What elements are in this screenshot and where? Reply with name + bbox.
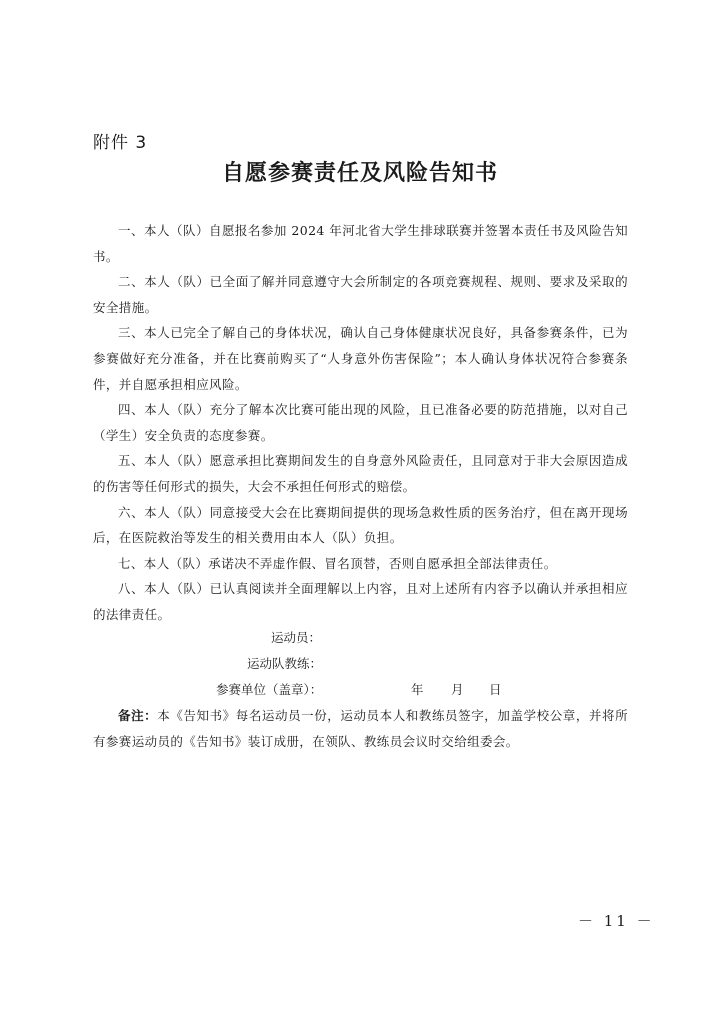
clause-7: 七、本人（队）承诺决不弄虚作假、冒名顶替，否则自愿承担全部法律责任。 [118,555,557,571]
page-number: － 11 － [578,912,655,930]
document-title: 自愿参赛责任及风险告知书 [221,161,498,186]
remark-text: 本《告知书》每名运动员一份，运动员本人和教练员签字，加盖学校公章，并将所有参赛运动员的《告知书》装订成册，在领队、教练员会议时交给组委会。 [93,708,628,749]
clause-4: 四、本人（队）充分了解本次比赛可能出现的风险，且已准备必要的防范措施，以对自己（学生）安全负责的态度参赛。 [93,402,628,443]
unit-seal-label: 参赛单位（盖章）： [216,682,323,697]
attachment-label: 附件 3 [93,133,148,153]
remark-section [93,703,628,754]
date-year-label: 年 [411,682,424,697]
coach-signature-label: 运动队教练： [247,656,323,671]
clause-6: 六、本人（队）同意接受大会在比赛期间提供的现场急救性质的医务治疗，但在离开现场后，在医院救治等发生的相关费用由本人（队）负担。 [93,504,628,546]
remark-label: 备注： [118,708,158,723]
athlete-signature-label: 运动员： [271,630,322,645]
date-day-label: 日 [489,682,502,697]
clause-5: 五、本人（队）愿意承担比赛期间发生的自身意外风险责任，且同意对于非大会原因造成的伤害等任何形式的损失，大会不承担任何形式的赔偿。 [93,453,628,494]
clauses-section [93,218,628,628]
date-month-label: 月 [451,682,464,697]
clause-2: 二、本人（队）已全面了解并同意遵守大会所制定的各项竞赛规程、规则、要求及采取的安全措施。 [93,274,628,315]
remark-paragraph [93,703,628,754]
clause-8: 八、本人（队）已认真阅读并全面理解以上内容，且对上述所有内容予以确认并承担相应的法律责任。 [93,581,628,622]
clause-3: 三、本人已完全了解自己的身体状况，确认自己身体健康状况良好，具备参赛条件，已为参赛做好充分准备，并在比赛前购买了“人身意外伤害保险”；本人确认身体状况符合参赛条件，并自愿承担相应风险。 [93,325,628,392]
clause-1: 一、本人（队）自愿报名参加 2024 年河北省大学生排球联赛并签署本责任书及风险告知书。 [93,223,628,264]
